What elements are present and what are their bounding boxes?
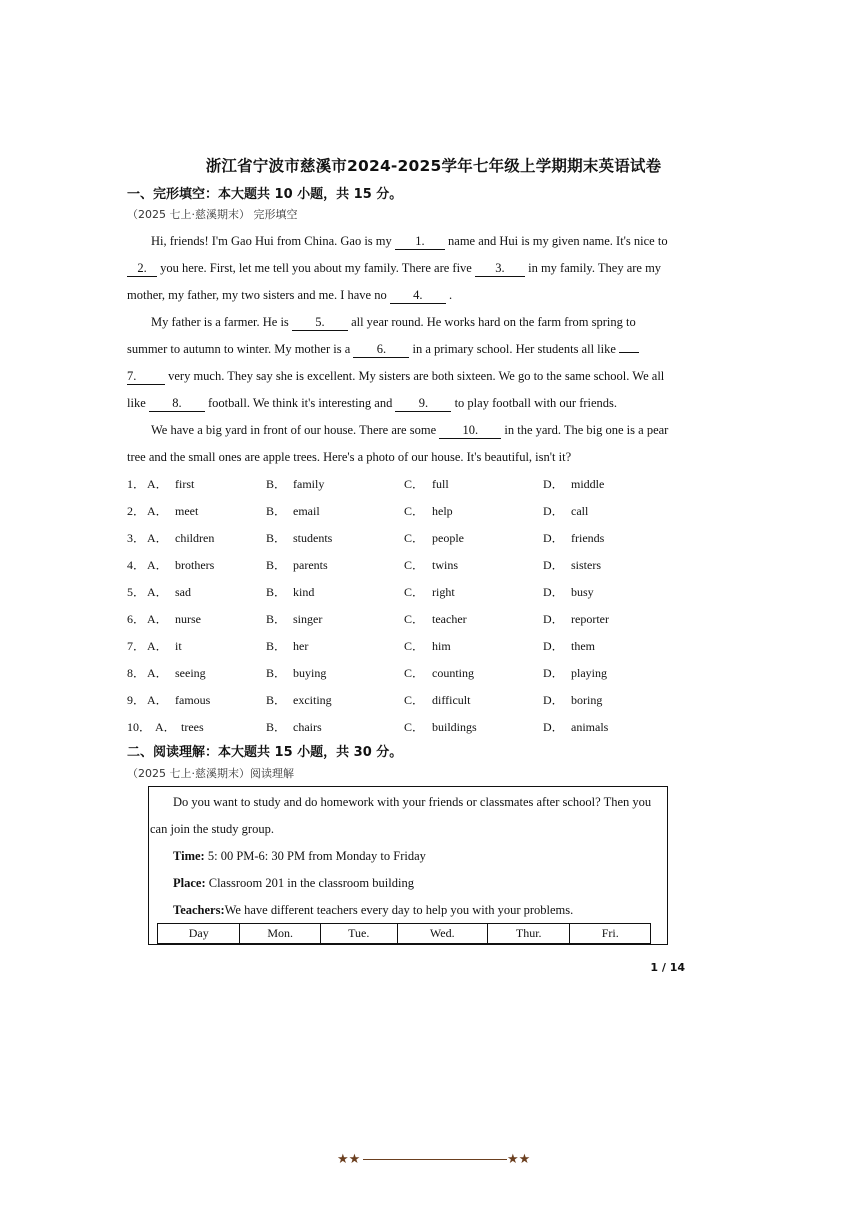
section-2-heading: 二、阅读理解：本大题共 15 小题，共 30 分。 — [127, 745, 403, 760]
option-c-label: C． — [404, 639, 425, 653]
passage-line-3: mother, my father, my two sisters and me. I have no 4. . — [127, 288, 453, 302]
page-title: 浙江省宁波市慈溪市2024-2025学年七年级上学期期末英语试卷 — [205, 157, 662, 175]
option-b[interactable]: students — [293, 531, 333, 545]
blank-6[interactable]: 6. — [353, 341, 409, 358]
option-b-label: B． — [266, 666, 287, 680]
question-row — [127, 529, 687, 547]
place-value: Classroom 201 in the classroom building — [205, 876, 414, 890]
option-a[interactable]: meet — [175, 504, 199, 518]
passage-line-8: We have a big yard in front of our house. There are some 10. in the yard. The big one is a pear — [151, 423, 669, 437]
option-a-label: A． — [147, 666, 168, 680]
section-1-source: （2025 七上·慈溪期末） 完形填空 — [127, 208, 298, 221]
teachers-label: Teachers: — [173, 903, 225, 917]
question-number: 3． — [127, 531, 146, 545]
section-1-heading: 一、完形填空：本大题共 10 小题，共 15 分。 — [127, 187, 403, 202]
place-label: Place: — [173, 876, 206, 890]
blank-3[interactable]: 3. — [475, 260, 525, 277]
option-c-label: C． — [404, 612, 425, 626]
blank-4[interactable]: 4. — [390, 287, 446, 304]
passage-line-9: tree and the small ones are apple trees. Here's a photo of our house. It's beautiful, isn't it? — [127, 450, 572, 464]
option-a-label: A． — [155, 720, 176, 734]
option-b[interactable]: her — [293, 639, 309, 653]
passage-line-1: Hi, friends! I'm Gao Hui from China. Gao is my 1. name and Hui is my given name. It's nice to — [151, 234, 668, 248]
option-d[interactable]: boring — [571, 693, 603, 707]
option-a-label: A． — [147, 477, 168, 491]
option-d[interactable]: them — [571, 639, 595, 653]
option-d-label: D． — [543, 558, 564, 572]
option-d-label: D． — [543, 639, 564, 653]
blank-9[interactable]: 9. — [395, 395, 451, 412]
footer-rule — [363, 1159, 507, 1160]
schedule-table — [157, 923, 651, 944]
question-number: 4． — [127, 558, 146, 572]
notice-intro-line-2: can join the study group. — [150, 822, 274, 836]
option-b[interactable]: exciting — [293, 693, 332, 707]
option-b[interactable]: chairs — [293, 720, 322, 734]
option-d-label: D． — [543, 585, 564, 599]
question-row — [127, 718, 687, 736]
question-number: 9． — [127, 693, 146, 707]
option-b[interactable]: parents — [293, 558, 328, 572]
option-c[interactable]: counting — [432, 666, 474, 680]
option-d-label: D． — [543, 693, 564, 707]
option-c-label: C． — [404, 531, 425, 545]
option-d-label: D． — [543, 612, 564, 626]
option-a-label: A． — [147, 612, 168, 626]
blank-2[interactable]: 2. — [127, 260, 157, 277]
option-b[interactable]: kind — [293, 585, 315, 599]
time-label: Time: — [173, 849, 205, 863]
option-c-label: C． — [404, 585, 425, 599]
option-d[interactable]: sisters — [571, 558, 601, 572]
option-a[interactable]: trees — [181, 720, 204, 734]
option-d-label: D． — [543, 531, 564, 545]
option-d[interactable]: reporter — [571, 612, 609, 626]
option-b-label: B． — [266, 504, 287, 518]
schedule-header-cell: Thur. — [487, 924, 570, 944]
blank-7[interactable]: 7. — [127, 368, 165, 385]
star-icon: ★★ — [507, 1151, 531, 1166]
option-c[interactable]: teacher — [432, 612, 467, 626]
reading-notice-box — [148, 786, 668, 945]
option-d[interactable]: friends — [571, 531, 605, 545]
schedule-header-cell: Day — [158, 924, 240, 944]
passage-line-2: 2. you here. First, let me tell you about my family. There are five 3. in my family. They are my — [127, 258, 687, 278]
passage-line-6: 7. very much. They say she is excellent. My sisters are both sixteen. We go to the same school. We all — [127, 369, 665, 383]
question-number: 6． — [127, 612, 146, 626]
footer-ornament — [337, 1151, 532, 1167]
schedule-header-cell: Wed. — [397, 924, 487, 944]
schedule-header-cell: Mon. — [240, 924, 321, 944]
option-a[interactable]: brothers — [175, 558, 215, 572]
passage-line-4: My father is a farmer. He is 5. all year round. He works hard on the farm from spring to — [151, 315, 636, 329]
blank-1[interactable]: 1. — [395, 233, 445, 250]
question-row — [127, 583, 687, 601]
option-d-label: D． — [543, 720, 564, 734]
option-c-label: C． — [404, 558, 425, 572]
option-d[interactable]: playing — [571, 666, 607, 680]
option-b-label: B． — [266, 585, 287, 599]
option-a[interactable]: children — [175, 531, 215, 545]
option-a-label: A． — [147, 585, 168, 599]
option-c-label: C． — [404, 693, 425, 707]
option-a[interactable]: nurse — [175, 612, 201, 626]
teachers-value: We have different teachers every day to help you with your problems. — [224, 903, 574, 917]
question-row — [127, 637, 687, 655]
question-row — [127, 556, 687, 574]
schedule-header-cell: Fri. — [570, 924, 651, 944]
page-number: 1 / 14 — [650, 961, 685, 974]
option-d-label: D． — [543, 666, 564, 680]
option-c-label: C． — [404, 666, 425, 680]
question-row — [127, 610, 687, 628]
option-d[interactable]: call — [571, 504, 589, 518]
section-2-source: （2025 七上·慈溪期末）阅读理解 — [127, 767, 294, 780]
option-d-label: D． — [543, 504, 564, 518]
option-d[interactable]: middle — [571, 477, 605, 491]
question-number: 10． — [127, 720, 152, 734]
time-value: 5: 00 PM-6: 30 PM from Monday to Friday — [204, 849, 426, 863]
star-icon: ★★ — [337, 1151, 361, 1166]
notice-place — [173, 873, 414, 893]
option-b-label: B． — [266, 693, 287, 707]
option-b[interactable]: buying — [293, 666, 327, 680]
option-c[interactable]: difficult — [432, 693, 471, 707]
schedule-header-row — [158, 924, 651, 944]
passage-line-7: like 8. football. We think it's interesting and 9. to play football with our friends. — [127, 396, 618, 410]
option-c-label: C． — [404, 504, 425, 518]
option-c[interactable]: full — [432, 477, 449, 491]
question-row — [127, 502, 687, 520]
option-a-label: A． — [147, 531, 168, 545]
blank-5[interactable]: 5. — [292, 314, 348, 331]
option-a-label: A． — [147, 693, 168, 707]
question-row — [127, 691, 687, 709]
question-number: 5． — [127, 585, 146, 599]
option-b-label: B． — [266, 639, 287, 653]
option-c[interactable]: help — [432, 504, 453, 518]
notice-intro-line-1: Do you want to study and do homework with your friends or classmates after school? Then you — [173, 795, 652, 809]
notice-teachers — [173, 900, 573, 920]
option-b[interactable]: email — [293, 504, 320, 518]
question-number: 7． — [127, 639, 146, 653]
option-b-label: B． — [266, 612, 287, 626]
option-b[interactable]: singer — [293, 612, 323, 626]
schedule-header-cell: Tue. — [321, 924, 398, 944]
option-b-label: B． — [266, 531, 287, 545]
option-d[interactable]: animals — [571, 720, 609, 734]
notice-time — [173, 846, 426, 866]
option-a[interactable]: famous — [175, 693, 211, 707]
passage-line-5: summer to autumn to winter. My mother is a 6. in a primary school. Her students all like — [127, 339, 687, 359]
option-c-label: C． — [404, 477, 425, 491]
option-a[interactable]: sad — [175, 585, 191, 599]
blank-10[interactable]: 10. — [439, 422, 501, 439]
option-c[interactable]: buildings — [432, 720, 477, 734]
option-a-label: A． — [147, 639, 168, 653]
blank-8[interactable]: 8. — [149, 395, 205, 412]
option-c[interactable]: people — [432, 531, 464, 545]
option-b-label: B． — [266, 558, 287, 572]
option-a[interactable]: it — [175, 639, 182, 653]
question-number: 2． — [127, 504, 146, 518]
option-c[interactable]: right — [432, 585, 455, 599]
option-a-label: A． — [147, 558, 168, 572]
option-b-label: B． — [266, 477, 287, 491]
question-number: 1． — [127, 477, 146, 491]
option-d[interactable]: busy — [571, 585, 594, 599]
option-a[interactable]: first — [175, 477, 195, 491]
option-c[interactable]: twins — [432, 558, 459, 572]
option-d-label: D． — [543, 477, 564, 491]
question-row — [127, 475, 687, 493]
option-b-label: B． — [266, 720, 287, 734]
option-a[interactable]: seeing — [175, 666, 206, 680]
option-c-label: C． — [404, 720, 425, 734]
option-a-label: A． — [147, 504, 168, 518]
option-c[interactable]: him — [432, 639, 451, 653]
question-row — [127, 664, 687, 682]
question-number: 8． — [127, 666, 146, 680]
option-b[interactable]: family — [293, 477, 325, 491]
